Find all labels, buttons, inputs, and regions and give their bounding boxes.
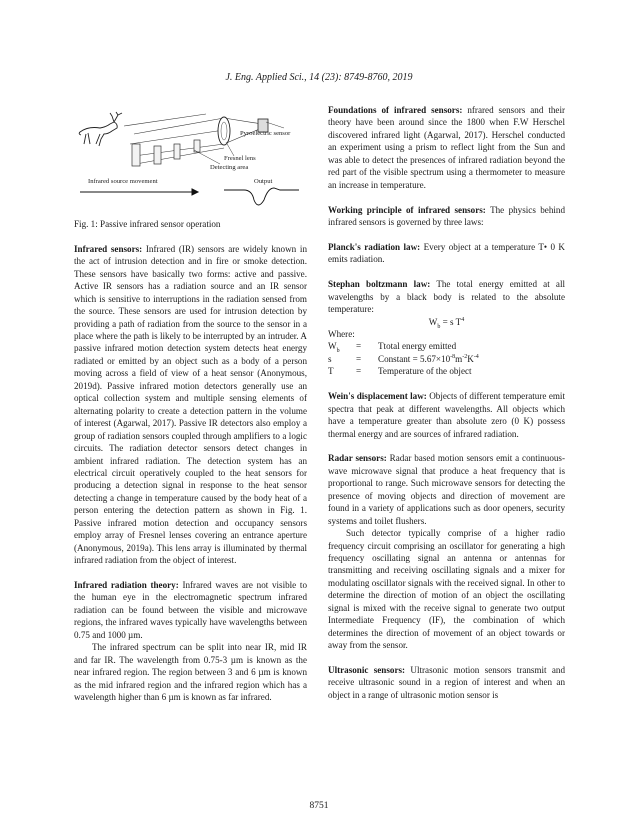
label-infrared-source-movement: Infrared source movement — [88, 178, 158, 185]
page-number: 8751 — [309, 801, 329, 811]
deer-icon — [79, 112, 122, 146]
label-output: Output — [254, 178, 273, 185]
heading-infrared-radiation-theory: Infrared radiation theory: — [74, 580, 179, 591]
equation-stefan-boltzmann: $W_b = s$ $T^4$ — [428, 316, 465, 330]
journal-header: J. Eng. Applied Sci., 14 (23): 8749-8760, 2019 — [225, 72, 413, 83]
body-wein: Objects of different temperature emit spectra that peak at different wavelengths. All objects which have a temperature greater than absolute zero (0 K) possess thermal energy and are sources of infrared radiation. — [328, 391, 565, 439]
heading-working-principle: Working principle of infrared sensors: — [328, 204, 486, 215]
body-stephan: The total energy emitted at all wavelengths by a black body is related to the absolute temperature: — [328, 279, 565, 315]
body-working-principle: The physics behind infrared sensors is governed by three laws: — [328, 204, 566, 228]
pir-diagram-svg — [74, 104, 307, 218]
movement-arrow-icon — [80, 189, 198, 195]
heading-planck: Planck's radiation law: — [328, 241, 421, 252]
section-stephan — [328, 278, 565, 315]
body-infrared-sensors: Infrared (IR) sensors are widely known in the act of intrusion detection and in fire or smoke detection. These sensors have basically two forms: active and passive. Active IR sensors has a radiation source and an IR sensor which is sensitive to interruptions in the radiation sensed from the source. These sensors are used for intrusion detection by providing a path of radiation from the source to the sensor in a place where the path is likely to be interrupted by an intruder. A passive infrared motion detection system detects heat energy radiated or emitted by an object such as a body of a person moving across a field of view of a heat sensor (Anonymous, 2019d). Passive infrared motion detectors generally use an optical collection system and multiple sensing elements of alternating polarity to create a detection pattern in the volume of interest (Agarwal, 2017). Passive IR detectors also employ a group of radiation sensors coupled through amplifiers to a logic circuits. The radiation detector sensors detect changes in ambient infrared radiation. The detection system has an electrical circuit operatively coupled to the heat sensors for producing a detection signal in response to the heat sensor detecting a change in temperature caused by the body heat of a person entering the detection pattern as shown in Fig. 1. Passive infrared motion detection and occupancy sensors employ array of Fresnel lenses covering an entrance aperture (Anonymous, 2019a). This lens array is illuminated by thermal infrared radiation from the object of interest. — [74, 243, 307, 566]
heading-radar: Radar sensors: — [328, 453, 387, 464]
where-row: T = Temperature of the object — [328, 366, 472, 377]
left-column — [74, 104, 307, 704]
section-working-principle — [328, 204, 565, 229]
body-planck: Every object at a temperature T• 0 K emits radiation. — [328, 241, 566, 265]
label-pyroelectric: Pyroelectric sensor — [240, 130, 291, 137]
body-ultrasonic: Ultrasonic motion sensors transmit and receive ultrasonic sound in a region of interest and when an object in a range of ultrasonic motion sensor is — [328, 665, 566, 700]
right-column — [328, 104, 565, 701]
section-wein — [328, 390, 565, 440]
body-radar: Radar based motion sensors emit a continuous-wave microwave signal that produce a heat frequency that is proportional to range. Such microwave sensors for detecting the presence of moving objects and direction of movement are found in a variety of applications such as door openers, security systems and toilet flushers. — [328, 453, 565, 526]
body-infrared-spectrum: The infrared spectrum can be split into near IR, mid IR and far IR. The wavelength from 0.75-3 µm is known as the near infrared region. The region between 3 and 6 µm is known as the mid infrared region and the infrared region which has a wavelength higher than 6 µm is known as far infrared. — [74, 642, 307, 703]
body-radar-detector: Such detector typically comprise of a higher radio frequency circuit comprising an oscillator for generating a high frequency oscillating signal an antenna or antennas for transmitting and receiving oscillating signals and a mixer for modulating oscillator signals with the received signal. In other to determine the direction of motion of an object the oscillating signal is mixed with the receive signal to generate two output Intermediate Frequency (IF), the combination of which determines the direction of movement of an object towards or away from the sensor. — [328, 528, 565, 651]
output-signal-wave — [224, 188, 299, 205]
section-foundations — [328, 104, 565, 191]
where-row: $W_b$ = Ttotal energy emitted — [328, 341, 457, 355]
where-row: s = Constant = $5.67\times 10^{-8}m^{-2}K^{-4}$ — [328, 353, 479, 364]
section-radar — [328, 452, 565, 527]
fresnel-lens-shape — [218, 117, 230, 145]
body-infrared-radiation-theory: Infrared waves are not visible to the human eye in the electromagnetic spectrum infrared radiation can be found between the visible and microwave regions, the infrared waves typically have wavelengths between 0.75 and 1000 µm. — [74, 580, 307, 640]
body-foundations: nfrared sensors and their theory have been around since the 1800 when F.W Herschel discovered infrared light (Agarwal, 2017). Herschel conducted an experiment using a prism to reflect light from the Sun and was able to detect the presences of infrared radiation beyond the red part of the visible spectrum using a thermometer to measure an increase in temperature. — [328, 105, 565, 190]
section-ultrasonic — [328, 664, 565, 701]
section-planck — [328, 241, 565, 266]
figure-pir-diagram — [74, 104, 307, 218]
label-detecting-area: Detecting area — [210, 164, 249, 171]
where-label: Where: — [328, 328, 355, 339]
heading-foundations: Foundations of infrared sensors: — [328, 105, 463, 115]
detecting-zone-blocks — [132, 140, 200, 166]
label-fresnel-lens: Fresnel lens — [224, 155, 256, 162]
heading-stephan: Stephan boltzmann law: — [328, 279, 431, 290]
heading-wein: Wein's displacement law: — [328, 391, 427, 402]
section-infrared-radiation-theory — [74, 579, 307, 641]
figure-caption: Fig. 1: Passive infrared sensor operation — [74, 219, 221, 229]
section-infrared-sensors — [74, 243, 307, 567]
heading-ultrasonic: Ultrasonic sensors: — [328, 665, 406, 676]
heading-infrared-sensors: Infrared sensors: — [74, 243, 143, 254]
where-table — [328, 340, 565, 377]
